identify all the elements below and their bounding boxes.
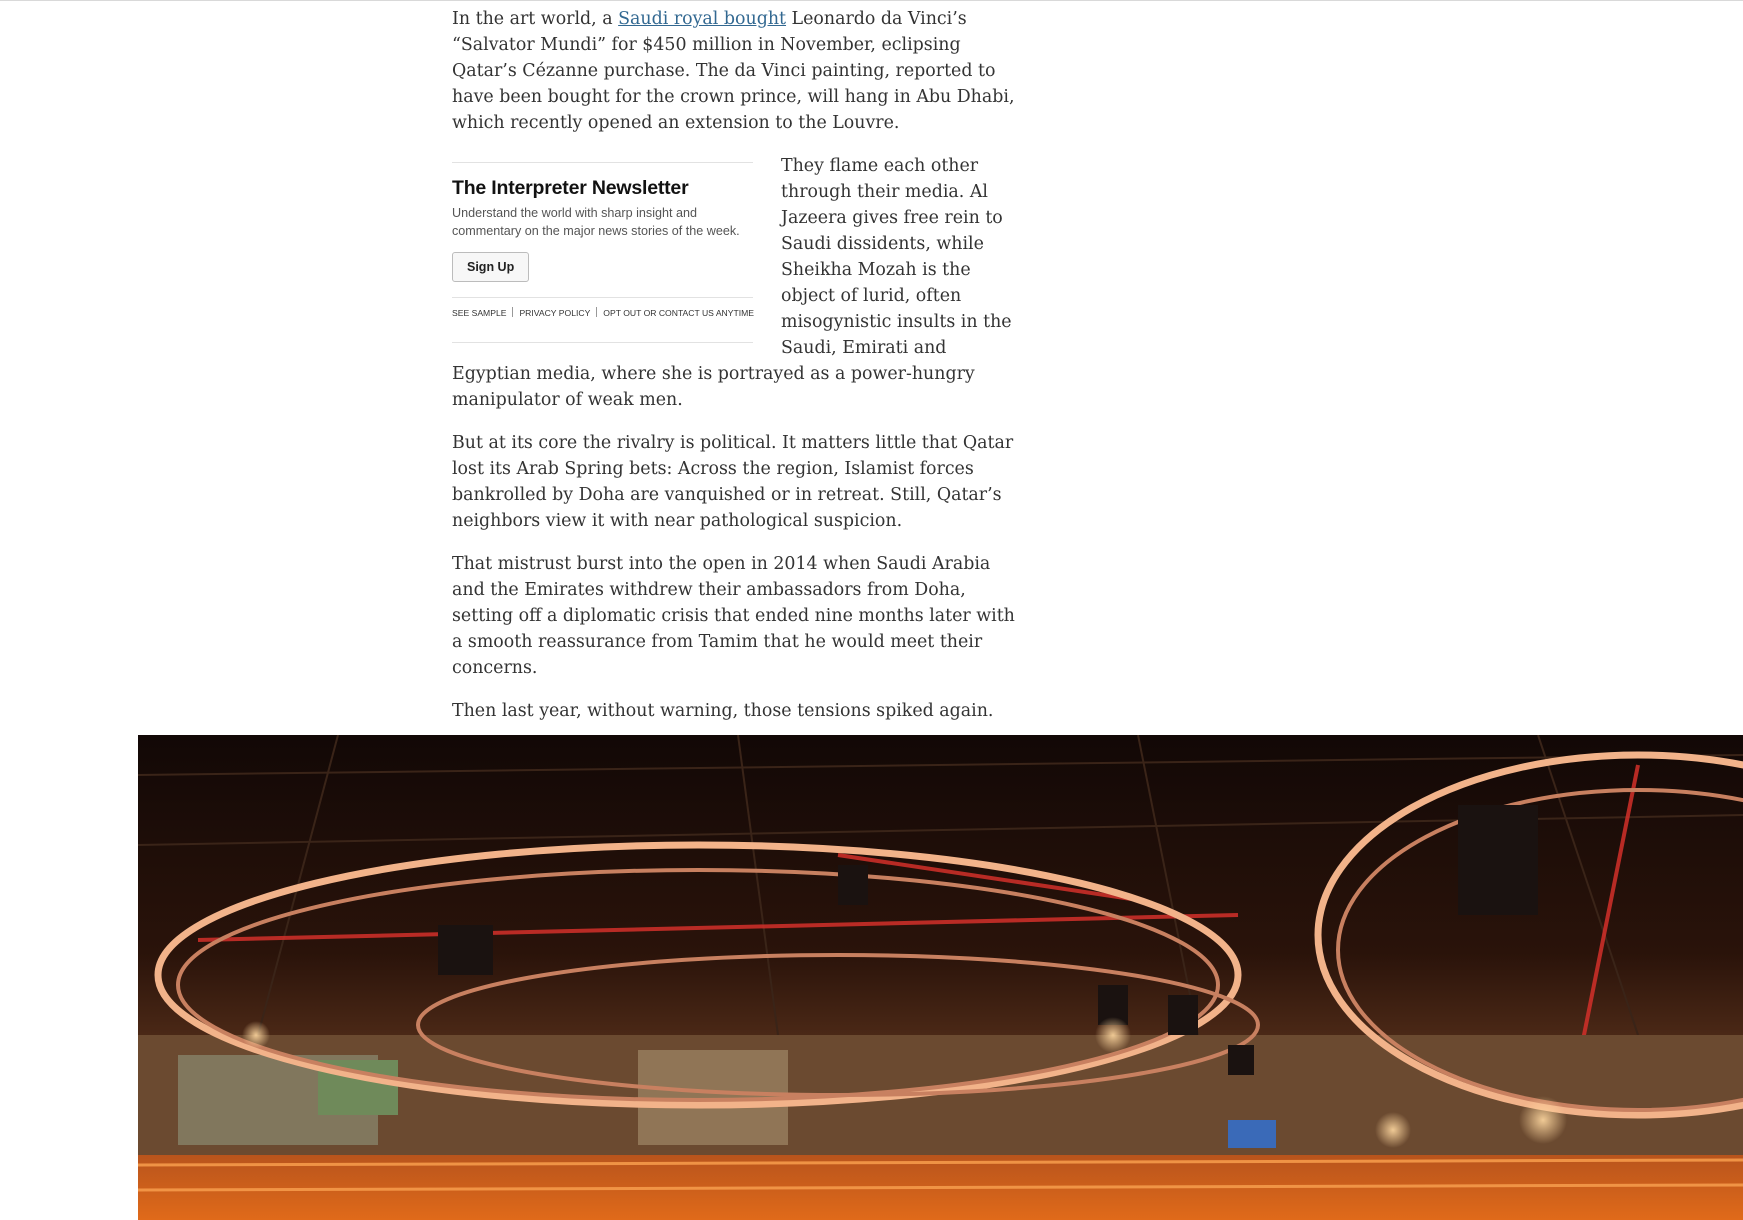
newsletter-title: The Interpreter Newsletter [452, 177, 689, 199]
privacy-policy-link[interactable]: PRIVACY POLICY [519, 308, 591, 318]
paragraph-text: Leonardo da Vinci’s “Salvator Mundi” for $450 million in November, eclipsing Qatar’s Cézanne purchase. The da Vinci painting, reported to have been bought for the crown prince, will hang in Abu Dhabi, which recently opened an extension to the Louvre. [452, 9, 1015, 133]
paragraph-text: In the art world, a [452, 9, 619, 29]
link-divider [512, 307, 513, 317]
newsletter-promo [452, 162, 753, 343]
paragraph-mistrust: That mistrust burst into the open in 2014 when Saudi Arabia and the Emirates withdrew their ambassadors from Doha, setting off a diplomatic crisis that ended nine months later with a smooth reassurance from Tamim that he would meet their concerns. [452, 554, 1015, 678]
paragraph-tensions: Then last year, without warning, those tensions spiked again. [452, 701, 994, 721]
link-divider [596, 307, 597, 317]
paragraph-media: They flame each other through their media. Al Jazeera gives free rein to Saudi dissidents, while Sheikha Mozah is the object of lurid, often misogynistic insults in the Saudi, Emirati and Egyptian media, where she is portrayed as a power-hungry manipulator of weak men. [452, 156, 1012, 410]
article-body [452, 6, 1027, 741]
saudi-royal-bought-link[interactable]: Saudi royal bought [618, 9, 787, 29]
top-border [0, 0, 1743, 1]
opt-out-link[interactable]: OPT OUT OR CONTACT US ANYTIME [603, 308, 755, 318]
newsroom-image [138, 735, 1743, 1220]
newsletter-links [452, 297, 753, 319]
see-sample-link[interactable]: SEE SAMPLE [452, 308, 507, 318]
paragraph-political: But at its core the rivalry is political. It matters little that Qatar lost its Arab Spring bets: Across the region, Islamist forces bankrolled by Doha are vanquished or in retreat. Still, Qatar’s neighbors view it with near pathological suspicion. [452, 433, 1014, 531]
newsletter-description: Understand the world with sharp insight and commentary on the major news stories of the week. [452, 206, 740, 238]
newsroom-photo [138, 735, 1743, 1220]
sign-up-button[interactable]: Sign Up [452, 252, 529, 282]
paragraph-art-world [452, 6, 1027, 136]
